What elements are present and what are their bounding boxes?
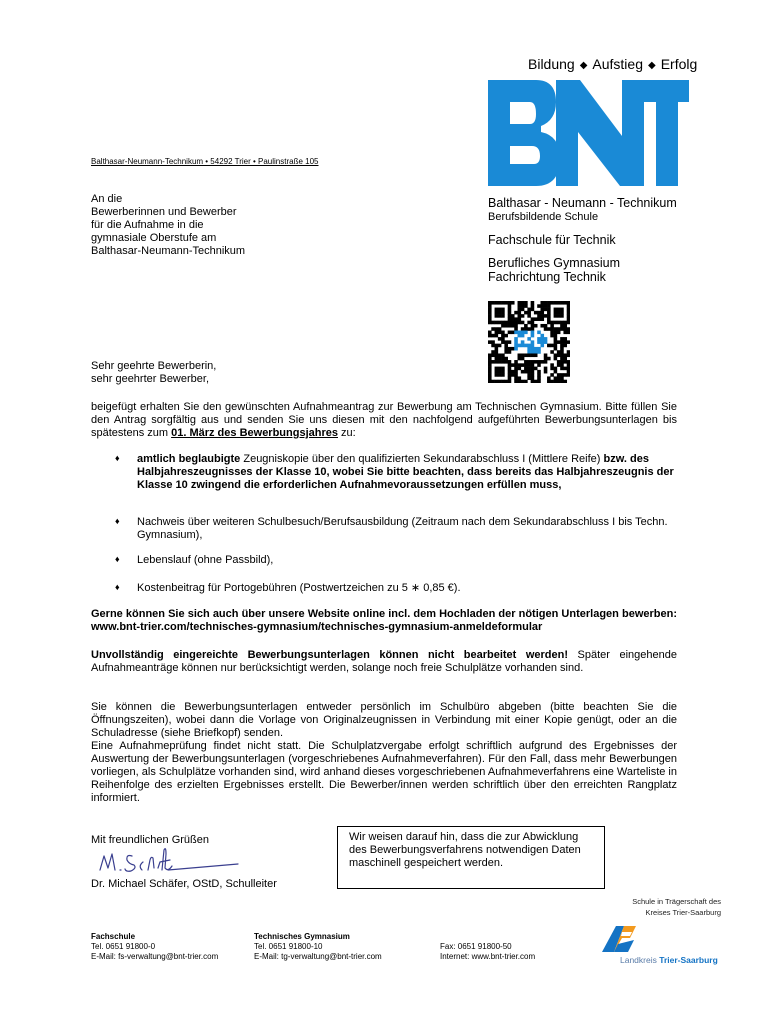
bullet-bold: bzw. des Halbjahreszeugnisses der Klasse 10, wobei Sie bitte beachten, dass bereits das Halbjahreszeugnis der Klasse 10 zwingend die erforderlichen Aufnahmevoraussetzungen erfüllen muss, (137, 453, 674, 491)
intro-paragraph (91, 401, 677, 440)
bullet-item: Kostenbeitrag für Portogebühren (Postwertzeichen zu 5 ∗ 0,85 €). (137, 582, 461, 594)
footer-gymnasium-tel: Tel. 0651 91800-10 (254, 942, 323, 951)
slogan-separator-2: ◆ (648, 60, 656, 71)
recipient-line: Balthasar-Neumann-Technikum (91, 245, 246, 257)
bullet-symbol: ♦ (115, 582, 120, 592)
recipient-line: gymnasiale Oberstufe am (91, 232, 217, 244)
sender-line: Balthasar-Neumann-Technikum • 54292 Trier • Paulinstraße 105 (91, 157, 319, 166)
footer-fachschule-title: Fachschule (91, 932, 136, 941)
slogan-word-2: Aufstieg (592, 56, 643, 72)
bnt-logo (486, 80, 691, 188)
qr-code (488, 301, 570, 383)
recipient-line: für die Aufnahme in die (91, 219, 204, 231)
landkreis-prefix: Landkreis (620, 955, 660, 965)
submission-text: Sie können die Bewerbungsunterlagen entweder persönlich im Schulbüro abgeben (bitte beachten Sie die Öffnungszeiten), wobei dann die Vorlage von Originalzeugnissen in Verbindung mit einer Kopie genügt, oder an die Schuladresse (siehe Briefkopf) senden. (91, 701, 677, 739)
bullet-item: Nachweis über weiteren Schulbesuch/Berufsausbildung (Zeitraum nach dem Sekundarabschluss I bis Techn. Gymnasium), (137, 516, 668, 541)
landkreis-logo-icon (600, 924, 638, 954)
salutation-line2: sehr geehrter Bewerber, (91, 373, 210, 385)
school-fachschule: Fachschule für Technik (488, 233, 616, 247)
slogan-separator-1: ◆ (579, 60, 588, 71)
submission-paragraph (91, 701, 677, 805)
bullet-item (137, 453, 677, 492)
footer-gymnasium (254, 932, 382, 962)
salutation (91, 360, 216, 386)
sponsor-text (560, 896, 721, 918)
landkreis-title: Trier-Saarburg (659, 955, 718, 965)
school-subtitle: Berufsbildende Schule (488, 211, 599, 223)
bullet-symbol: ♦ (115, 516, 120, 526)
school-gymnasium-line2: Fachrichtung Technik (488, 270, 606, 284)
website-paragraph: Gerne können Sie sich auch über unsere Website online incl. dem Hochladen der nötigen Unterlagen bewerben: www.bnt-trier.com/technisches-gymnasium/technisches-gymnasium-anmeldeformular (91, 608, 677, 633)
sponsor-line2: Kreises Trier-Saarburg (645, 908, 721, 917)
recipient-address (91, 193, 245, 258)
school-info (488, 196, 677, 284)
footer-fachschule-tel: Tel. 0651 91800-0 (91, 942, 156, 951)
bullet-item: Lebenslauf (ohne Passbild), (137, 554, 274, 566)
footer-gymnasium-title: Technisches Gymnasium (254, 932, 350, 941)
footer-fachschule-email: E-Mail: fs-verwaltung@bnt-trier.com (91, 952, 219, 961)
footer-fachschule (91, 932, 218, 962)
slogan-word-3: Erfolg (660, 56, 698, 72)
incomplete-warning: Unvollständig eingereichte Bewerbungsunterlagen können nicht bearbeitet werden! (91, 649, 569, 661)
incomplete-paragraph (91, 649, 677, 675)
recipient-line: Bewerberinnen und Bewerber (91, 206, 237, 218)
footer-gymnasium-email: E-Mail: tg-verwaltung@bnt-trier.com (254, 952, 382, 961)
intro-text: beigefügt erhalten Sie den gewünschten Aufnahmeantrag zur Bewerbung am Technischen Gymnasium. Bitte füllen Sie den Antrag sorgfältig aus und senden Sie uns diesen mit den nachfolgend aufgeführten Bewerbungsunterlagen bis spätestens zum (91, 401, 677, 439)
bullet-bold: amtlich beglaubigte (137, 453, 241, 465)
incomplete-text: Später eingehende Aufnahmeanträge können nur berücksichtigt werden, solange noch freie Schulplätze vorhanden sind. (91, 649, 677, 674)
data-storage-notice: Wir weisen darauf hin, dass die zur Abwicklung des Bewerbungsverfahrens notwendigen Daten maschinell gespeichert werden. (337, 826, 605, 889)
signature (96, 846, 246, 880)
recipient-line: An die (91, 193, 123, 205)
school-name: Balthasar - Neumann - Technikum (488, 196, 677, 210)
intro-text-end: zu: (338, 427, 356, 439)
footer-contact (440, 942, 535, 962)
bullet-symbol: ♦ (115, 554, 120, 564)
footer-internet: Internet: www.bnt-trier.com (440, 952, 536, 961)
admission-text: Eine Aufnahmeprüfung findet nicht statt. Die Schulplatzvergabe erfolgt schriftlich aufgrund des Ergebnisses der Auswertung der Bewerbungsunterlagen (vorgeschriebenes Aufnahmeverfahren). Für den Fall, dass mehr Bewerbungen vorliegen, als Schulplätze vorhanden sind, wird anhand dieses vorgeschriebenen Aufnahmeverfahrens eine Warteliste in Reihenfolge des erzielten Ergebnisses erstellt. Die Bewerber/innen werden schriftlich über den erreichten Rangplatz informiert. (91, 740, 677, 804)
bullet-text: Zeugniskopie über den qualifizierten Sekundarabschluss I (Mittlere Reife) (240, 453, 604, 465)
landkreis-name (620, 955, 718, 965)
school-gymnasium-line1: Berufliches Gymnasium (488, 256, 620, 270)
sponsor-line1: Schule in Trägerschaft des (632, 897, 721, 906)
bullet-symbol: ♦ (115, 453, 120, 463)
slogan-word-1: Bildung (528, 56, 575, 72)
salutation-line1: Sehr geehrte Bewerberin, (91, 360, 217, 372)
deadline: 01. März des Bewerbungsjahres (171, 427, 338, 439)
footer-fax: Fax: 0651 91800-50 (440, 942, 512, 951)
slogan (528, 56, 697, 72)
closing-greeting: Mit freundlichen Grüßen (91, 834, 209, 846)
signer-name: Dr. Michael Schäfer, OStD, Schulleiter (91, 878, 277, 890)
